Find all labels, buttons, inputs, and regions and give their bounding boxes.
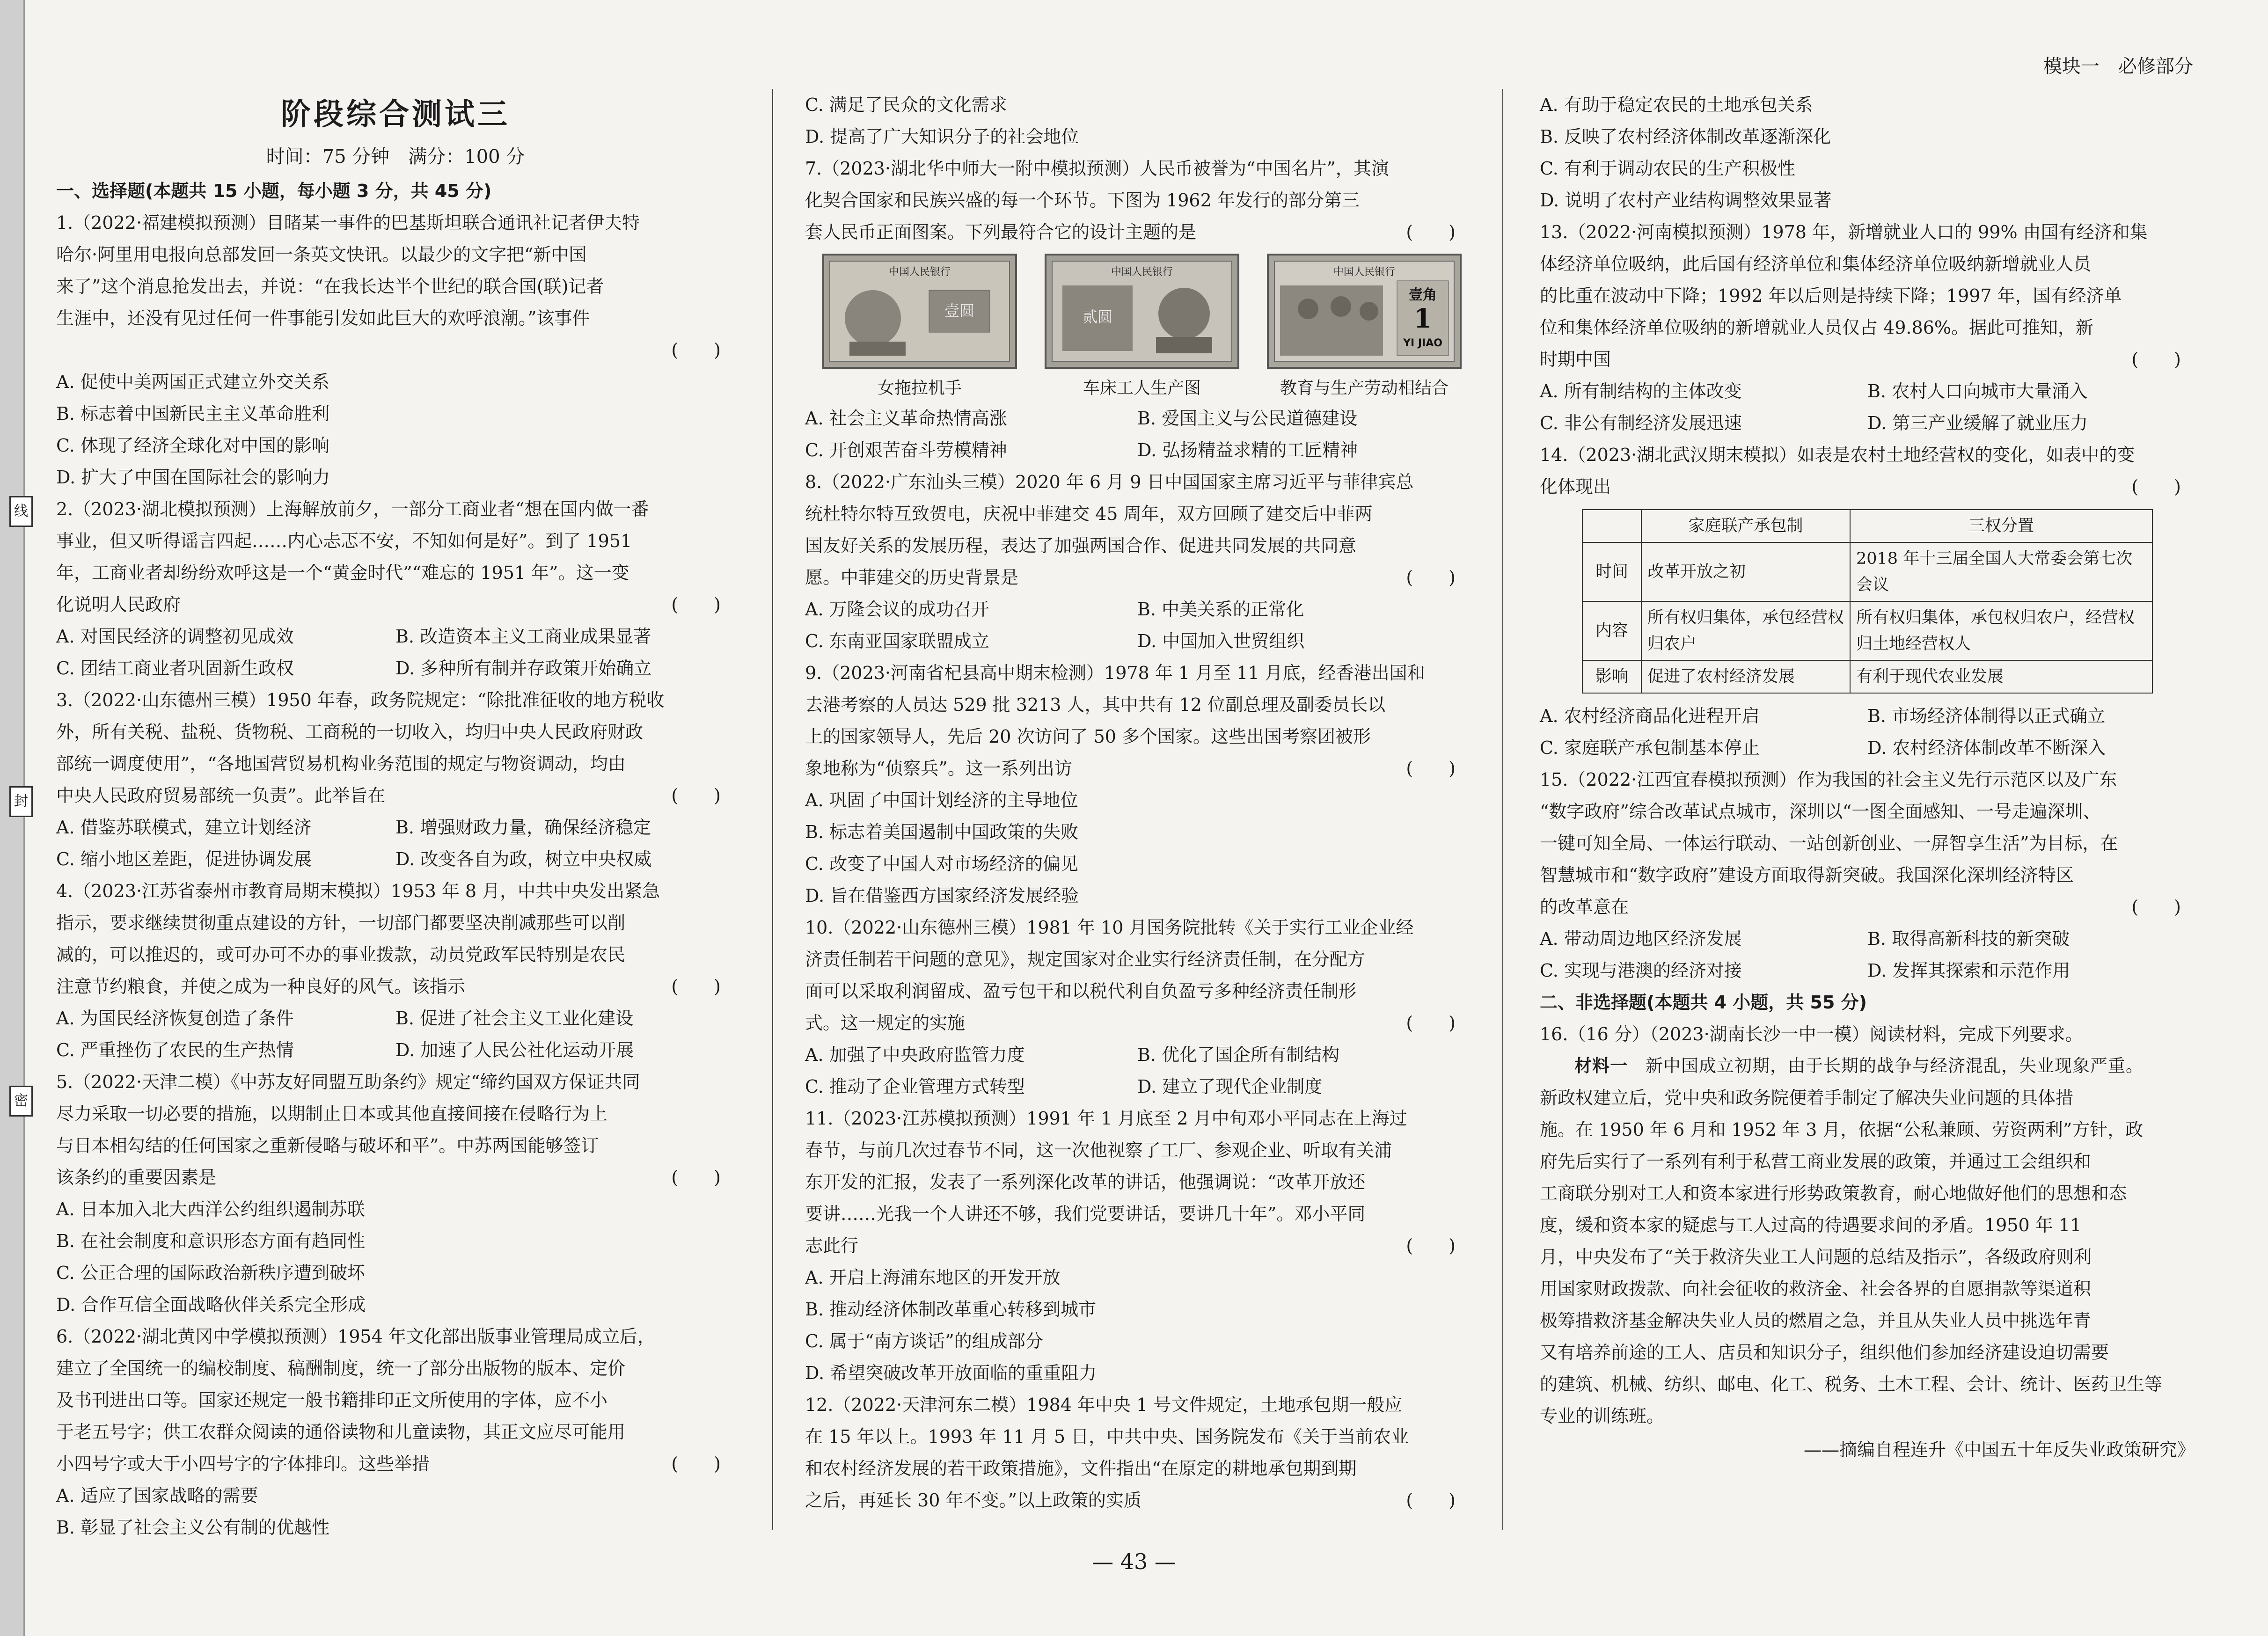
option-c[interactable]: C. 东南亚国家联盟成立 — [805, 631, 989, 651]
question-line: 于老五号字；供工农群众阅读的通俗读物和儿童读物，其正文应尽可能用 — [56, 1422, 626, 1442]
answer-paren[interactable]: ( ) — [671, 340, 721, 360]
question-11 — [805, 1103, 1470, 1389]
option-a[interactable]: A. 加强了中央政府监管力度 — [805, 1044, 1025, 1065]
answer-paren[interactable]: ( ) — [671, 594, 721, 615]
material-source: ——摘编自程连升《中国五十年反失业政策研究》 — [1803, 1439, 2195, 1460]
banknote-image — [821, 253, 1018, 370]
page-number: — 43 — — [1092, 1549, 1176, 1574]
question-line: 愿。中菲建交的历史背景是 — [805, 567, 1019, 588]
binding-strip — [0, 0, 25, 1636]
option-b[interactable]: B. 改造资本主义工商业成果显著 — [395, 626, 651, 647]
option-b[interactable]: B. 标志着美国遏制中国政策的失败 — [805, 822, 1079, 842]
question-line: 时期中国 — [1540, 349, 1611, 370]
question-line: 小四号字或大于小四号字的字体排印。这些举措 — [56, 1453, 430, 1474]
option-d[interactable]: D. 农村经济体制改革不断深入 — [1867, 738, 2106, 758]
question-12 — [805, 1389, 1470, 1516]
option-a[interactable]: A. 带动周边地区经济发展 — [1540, 928, 1742, 949]
exam-time-score: 时间：75 分钟 满分：100 分 — [266, 146, 525, 168]
question-line: 来了”这个消息抢发出去，并说：“在我长达半个世纪的联合国(联)记者 — [56, 276, 604, 297]
question-line: 14.（2023·湖北武汉期末模拟）如表是农村土地经营权的变化，如表中的变 — [1540, 445, 2135, 465]
land-rights-table — [1582, 509, 2153, 694]
question-line: “数字政府”综合改革试点城市，深圳以“一图全面感知、一号走遍深圳、 — [1540, 801, 2101, 822]
material-line: 施。在 1950 年 6 月和 1952 年 3 月，依据“公私兼顾、劳资两利”方针，政 — [1540, 1119, 2144, 1140]
option-b[interactable]: B. 推动经济体制改革重心转移到城市 — [805, 1299, 1097, 1320]
question-line: 11.（2023·江苏模拟预测）1991 年 1 月底至 2 月中旬邓小平同志在上海过 — [805, 1108, 1407, 1129]
column-1 — [56, 89, 735, 1543]
question-line: 一键可知全局、一体运行联动、一站创新创业、一屏智享生活”为目标，在 — [1540, 833, 2118, 854]
banknote-image — [1266, 253, 1463, 370]
option-a[interactable]: A. 巩固了中国计划经济的主导地位 — [805, 790, 1078, 811]
question-9 — [805, 657, 1470, 912]
question-line: 春节，与前几次过春节不同，这一次他视察了工厂、参观企业、听取有关浦 — [805, 1140, 1392, 1161]
banknote-1 — [824, 253, 1016, 402]
option-a[interactable]: A. 有助于稳定农民的土地承包关系 — [1540, 95, 1813, 115]
question-line: 10.（2022·山东德州三模）1981 年 10 月国务院批转《关于实行工业企业经 — [805, 917, 1414, 938]
question-line: 体经济单位吸纳，此后国有经济单位和集体经济单位吸纳新增就业人员 — [1540, 254, 2092, 274]
banknote-caption: 教育与生产劳动相结合 — [1280, 379, 1449, 398]
question-2 — [56, 493, 735, 684]
material-line: 工商联分别对工人和资本家进行形势政策教育，耐心地做好他们的思想和态 — [1540, 1183, 2127, 1204]
option-b[interactable]: B. 优化了国企所有制结构 — [1137, 1044, 1340, 1065]
question-line: 外，所有关税、盐税、货物税、工商税的一切收入，均归中央人民政府财政 — [56, 722, 644, 742]
option-a[interactable]: A. 社会主义革命热情高涨 — [805, 408, 1007, 429]
banknote-number: 1 — [1413, 303, 1432, 334]
option-d[interactable]: D. 发挥其探索和示范作用 — [1867, 960, 2070, 981]
answer-paren[interactable]: ( ) — [2131, 476, 2181, 497]
column-divider-2 — [1502, 89, 1503, 1530]
question-line: 5.（2022·天津二模）《中苏友好同盟互助条约》规定“缔约国双方保证共同 — [56, 1072, 640, 1092]
option-c[interactable]: C. 属于“南方谈话”的组成部分 — [805, 1331, 1043, 1351]
banknote-3 — [1268, 253, 1460, 402]
question-line: 与日本相勾结的任何国家之重新侵略与破坏和平”。中苏两国能够签订 — [56, 1135, 599, 1156]
answer-paren[interactable]: ( ) — [1406, 1235, 1456, 1256]
material-line: 月，中央发布了“关于救济失业工人问题的总结及指示”，各级政府则利 — [1540, 1247, 2092, 1267]
banknote-subtext: YI JIAO — [1403, 337, 1442, 349]
table-cell: 有利于现代农业发展 — [1850, 660, 2152, 693]
question-line: 7.（2023·湖北华中师大一附中模拟预测）人民币被誉为“中国名片”，其演 — [805, 158, 1389, 179]
option-d[interactable]: D. 中国加入世贸组织 — [1137, 631, 1305, 651]
option-c[interactable]: C. 满足了民众的文化需求 — [805, 95, 1007, 115]
option-c[interactable]: C. 实现与港澳的经济对接 — [1540, 960, 1742, 981]
table-cell: 改革开放之初 — [1641, 542, 1850, 601]
answer-paren[interactable]: ( ) — [671, 976, 721, 997]
question-line: 上的国家领导人，先后 20 次访问了 50 多个国家。这些出国考察团被形 — [805, 726, 1371, 747]
option-c[interactable]: C. 严重挫伤了农民的生产热情 — [56, 1040, 294, 1060]
option-a[interactable]: A. 适应了国家战略的需要 — [56, 1485, 258, 1506]
banknote-bank: 中国人民银行 — [1111, 266, 1173, 278]
question-line: 统杜特尔特互致贺电，庆祝中菲建交 45 周年，双方回顾了建交后中菲两 — [805, 504, 1373, 524]
option-b[interactable]: B. 反映了农村经济体制改革逐渐深化 — [1540, 126, 1831, 147]
binding-mark-xian: 线 — [9, 496, 33, 527]
option-a[interactable]: A. 所有制结构的主体改变 — [1540, 381, 1742, 402]
option-d[interactable]: D. 提高了广大知识分子的社会地位 — [805, 126, 1079, 147]
option-c[interactable]: C. 改变了中国人对市场经济的偏见 — [805, 854, 1078, 874]
option-a[interactable]: A. 日本加入北大西洋公约组织遏制苏联 — [56, 1199, 365, 1220]
question-line: 4.（2023·江苏省泰州市教育局期末模拟）1953 年 8 月，中共中央发出紧急 — [56, 881, 660, 901]
option-a[interactable]: A. 为国民经济恢复创造了条件 — [56, 1008, 294, 1029]
banknote-denomination: 壹角 — [1409, 287, 1437, 303]
option-c[interactable]: C. 缩小地区差距，促进协调发展 — [56, 849, 312, 869]
question-line: 15.（2022·江西宜春模拟预测）作为我国的社会主义先行示范区以及广东 — [1540, 769, 2117, 790]
option-b[interactable]: B. 促进了社会主义工业化建设 — [395, 1008, 634, 1029]
option-c[interactable]: C. 家庭联产承包制基本停止 — [1540, 738, 1760, 758]
option-a[interactable]: A. 农村经济商品化进程开启 — [1540, 706, 1760, 726]
section-1-heading: 一、选择题(本题共 15 小题，每小题 3 分，共 45 分) — [56, 181, 492, 201]
answer-paren[interactable]: ( ) — [671, 1167, 721, 1188]
question-line: 及书刊进出口等。国家还规定一般书籍排印正文所使用的字体，应不小 — [56, 1390, 608, 1410]
banknote-images — [805, 248, 1470, 402]
question-line: 尽力采取一切必要的措施，以期制止日本或其他直接间接在侵略行为上 — [56, 1103, 608, 1124]
question-line: 象地称为“侦察兵”。这一系列出访 — [805, 758, 1072, 779]
page-title: 阶段综合测试三 — [281, 97, 510, 132]
table-cell: 所有权归集体，承包经营权归农户 — [1641, 601, 1850, 660]
question-line: 化契合国家和民族兴盛的每一个环节。下图为 1962 年发行的部分第三 — [805, 190, 1360, 211]
table-header-row — [1582, 510, 2152, 542]
table-header-cell: 家庭联产承包制 — [1641, 510, 1850, 542]
material-line: 的建筑、机械、纺织、邮电、化工、税务、土木工程、会计、统计、医药卫生等 — [1540, 1374, 2163, 1395]
question-line: 去港考察的人员达 529 批 3213 人，其中共有 12 位副总理及副委员长以 — [805, 694, 1386, 715]
question-line: 建立了全国统一的编校制度、稿酬制度，统一了部分出版物的版本、定价 — [56, 1358, 626, 1379]
option-a[interactable]: A. 借鉴苏联模式，建立计划经济 — [56, 817, 312, 838]
question-line: 和农村经济发展的若干政策措施》，文件指出“在原定的耕地承包期到期 — [805, 1458, 1357, 1479]
question-line: 的比重在波动中下降；1992 年以后则是持续下降；1997 年，国有经济单 — [1540, 285, 2122, 306]
option-d[interactable]: D. 多种所有制并存政策开始确立 — [395, 658, 652, 679]
question-line: 1.（2022·福建模拟预测）目睹某一事件的巴基斯坦联合通讯社记者伊夫特 — [56, 212, 640, 233]
question-line: 减的，可以推迟的，或可办可不办的事业拨款，动员党政军民特别是农民 — [56, 944, 626, 965]
table-cell: 2018 年十三届全国人大常委会第七次会议 — [1850, 542, 2152, 601]
option-d[interactable]: D. 扩大了中国在国际社会的影响力 — [56, 467, 330, 488]
option-d[interactable]: D. 合作互信全面战略伙伴关系完全形成 — [56, 1294, 366, 1315]
question-line: 哈尔·阿里用电报向总部发回一条英文快讯。以最少的文字把“新中国 — [56, 244, 587, 265]
question-4 — [56, 875, 735, 1066]
material-line: 新政权建立后，党中央和政务院便着手制定了解决失业问题的具体措 — [1540, 1088, 2074, 1108]
material-label: 材料一 — [1574, 1056, 1628, 1076]
material-line: 专业的训练班。 — [1540, 1406, 1665, 1426]
binding-mark-mi: 密 — [9, 1086, 33, 1117]
banknote-caption: 女拖拉机手 — [877, 379, 962, 398]
section-2-heading: 二、非选择题(本题共 4 小题，共 55 分) — [1540, 992, 1867, 1013]
question-13 — [1540, 216, 2195, 439]
column-2 — [805, 89, 1470, 1516]
option-d[interactable]: D. 第三产业缓解了就业压力 — [1867, 413, 2088, 433]
answer-paren[interactable]: ( ) — [1406, 1490, 1456, 1511]
option-c[interactable]: C. 公正合理的国际政治新秩序遭到破坏 — [56, 1263, 365, 1283]
table-row — [1582, 660, 2152, 693]
question-line: 指示，要求继续贯彻重点建设的方针，一切部门都要坚决削减那些可以削 — [56, 913, 626, 933]
column-divider-1 — [772, 89, 773, 1530]
table-cell: 促进了农村经济发展 — [1641, 660, 1850, 693]
question-line: 在 15 年以上。1993 年 11 月 5 日，中共中央、国务院发布《关于当前农业 — [805, 1426, 1409, 1447]
banknote-caption: 车床工人生产图 — [1083, 379, 1201, 398]
question-6 — [56, 1321, 735, 1543]
question-line: 的改革意在 — [1540, 897, 1629, 917]
question-line: 中央人民政府贸易部统一负责”。此举旨在 — [56, 785, 386, 806]
option-d[interactable]: D. 说明了农村产业结构调整效果显著 — [1540, 190, 1832, 211]
question-line: 2.（2023·湖北模拟预测）上海解放前夕，一部分工商业者“想在国内做一番 — [56, 499, 649, 519]
material-line: 度，缓和资本家的疑虑与工人过高的待遇要求间的矛盾。1950 年 11 — [1540, 1215, 2082, 1235]
option-a[interactable]: A. 促使中美两国正式建立外交关系 — [56, 372, 329, 392]
option-b[interactable]: B. 在社会制度和意识形态方面有趋同性 — [56, 1231, 366, 1251]
column-3 — [1540, 89, 2195, 1466]
material-line: 又有培养前途的工人、店员和知识分子，组织他们参加经济建设迫切需要 — [1540, 1342, 2109, 1363]
banknote-2 — [1046, 253, 1238, 402]
option-d[interactable]: D. 改变各自为政，树立中央权威 — [395, 849, 652, 869]
banknote-denomination: 壹圆 — [944, 302, 975, 320]
option-b[interactable]: B. 农村人口向城市大量涌入 — [1867, 381, 2088, 402]
option-d[interactable]: D. 旨在借鉴西方国家经济发展经验 — [805, 885, 1079, 906]
question-line: 之后，再延长 30 年不变。”以上政策的实质 — [805, 1490, 1141, 1511]
material-line: 极筹措救济基金解决失业人员的燃眉之急，并且从失业人员中挑选年青 — [1540, 1310, 2092, 1331]
option-c[interactable]: C. 有利于调动农民的生产积极性 — [1540, 158, 1795, 179]
question-line: 智慧城市和“数字政府”建设方面取得新突破。我国深化深圳经济特区 — [1540, 865, 2074, 885]
question-line: 套人民币正面图案。下列最符合它的设计主题的是 — [805, 222, 1197, 242]
question-line: 9.（2023·河南省杞县高中期末检测）1978 年 1 月至 11 月底，经香港出国和 — [805, 663, 1425, 683]
option-b[interactable]: B. 市场经济体制得以正式确立 — [1867, 706, 2106, 726]
material-line: 府先后实行了一系列有利于私营工商业发展的政策，并通过工会组织和 — [1540, 1151, 2092, 1172]
table-cell: 时间 — [1582, 542, 1641, 601]
answer-paren[interactable]: ( ) — [671, 1453, 721, 1474]
answer-paren[interactable]: ( ) — [1406, 758, 1456, 779]
question-10 — [805, 912, 1470, 1103]
question-14 — [1540, 439, 2195, 764]
question-1 — [56, 207, 735, 493]
option-b[interactable]: B. 中美关系的正常化 — [1137, 599, 1304, 620]
question-16-stem: 16.（16 分）（2023·湖南长沙一中一模）阅读材料，完成下列要求。 — [1540, 1024, 2083, 1044]
question-line: 化体现出 — [1540, 476, 1611, 497]
option-b[interactable]: B. 增强财政力量，确保经济稳定 — [395, 817, 651, 838]
question-line: 部统一调度使用”，“各地国营贸易机构业务范围的规定与物资调动，均由 — [56, 753, 626, 774]
option-a[interactable]: A. 对国民经济的调整初见成效 — [56, 626, 294, 647]
table-cell: 内容 — [1582, 601, 1641, 660]
material-line: 新中国成立初期，由于长期的战争与经济混乱，失业现象严重。 — [1646, 1056, 2144, 1076]
banknote-image — [1044, 253, 1240, 370]
banknote-bank: 中国人民银行 — [1333, 266, 1396, 278]
question-line: 该条约的重要因素是 — [56, 1167, 217, 1188]
banknote-denomination: 贰圆 — [1082, 308, 1113, 326]
option-c[interactable]: C. 团结工商业者巩固新生政权 — [56, 658, 294, 679]
question-line: 13.（2022·河南模拟预测）1978 年，新增就业人口的 99% 由国有经济和集 — [1540, 222, 2148, 242]
answer-paren[interactable]: ( ) — [1406, 222, 1456, 242]
question-line: 注意节约粮食，并使之成为一种良好的风气。该指示 — [56, 976, 466, 997]
question-line: 志此行 — [805, 1235, 859, 1256]
question-line: 年，工商业者却纷纷欢呼这是一个“黄金时代”“难忘的 1951 年”。这一变 — [56, 562, 629, 583]
option-b[interactable]: B. 取得高新科技的新突破 — [1867, 928, 2070, 949]
option-c[interactable]: C. 非公有制经济发展迅速 — [1540, 413, 1742, 433]
question-line: 化说明人民政府 — [56, 594, 181, 615]
option-a[interactable]: A. 万隆会议的成功召开 — [805, 599, 989, 620]
question-line: 事业，但又听得谣言四起……内心忐忑不安，不知如何是好”。到了 1951 — [56, 531, 632, 551]
option-d[interactable]: D. 弘扬精益求精的工匠精神 — [1137, 440, 1358, 460]
question-5 — [56, 1066, 735, 1321]
option-b[interactable]: B. 标志着中国新民主主义革命胜利 — [56, 403, 330, 424]
option-b[interactable]: B. 爱国主义与公民道德建设 — [1137, 408, 1358, 429]
option-c[interactable]: C. 推动了企业管理方式转型 — [805, 1076, 1025, 1097]
option-c[interactable]: C. 体现了经济全球化对中国的影响 — [56, 435, 329, 456]
question-line: 济责任制若干问题的意见》，规定国家对企业实行经济责任制，在分配方 — [805, 949, 1366, 970]
table-cell: 所有权归集体，承包权归农户，经营权归土地经营权人 — [1850, 601, 2152, 660]
question-3 — [56, 684, 735, 875]
option-d[interactable]: D. 加速了人民公社化运动开展 — [395, 1040, 634, 1060]
question-7 — [805, 153, 1470, 466]
question-line: 面可以采取利润留成、盈亏包干和以税代利自负盈亏多种经济责任制形 — [805, 981, 1357, 1001]
question-line: 位和集体经济单位吸纳的新增就业人员仅占 49.86%。据此可推知，新 — [1540, 317, 2093, 338]
option-d[interactable]: D. 建立了现代企业制度 — [1137, 1076, 1323, 1097]
table-header-cell: 三权分置 — [1850, 510, 2152, 542]
table-row — [1582, 601, 2152, 660]
question-line: 要讲……光我一个人讲还不够，我们党要讲话，要讲几十年”。邓小平同 — [805, 1204, 1366, 1224]
question-line: 8.（2022·广东汕头三模）2020 年 6 月 9 日中国国家主席习近平与菲律宾总 — [805, 472, 1414, 492]
material-first-line — [1540, 1050, 2195, 1082]
question-line: 3.（2022·山东德州三模）1950 年春，政务院规定：“除批准征收的地方税收 — [56, 690, 665, 710]
question-line: 东开发的汇报，发表了一系列深化改革的讲话，他强调说：“改革开放还 — [805, 1172, 1366, 1192]
question-line: 12.（2022·天津河东二模）1984 年中央 1 号文件规定，土地承包期一般应 — [805, 1395, 1403, 1415]
answer-paren[interactable]: ( ) — [2131, 349, 2181, 370]
answer-paren[interactable]: ( ) — [671, 785, 721, 806]
question-line: 国友好关系的发展历程，表达了加强两国合作、促进共同发展的共同意 — [805, 535, 1357, 556]
option-b[interactable]: B. 彰显了社会主义公有制的优越性 — [56, 1517, 330, 1538]
option-c[interactable]: C. 开创艰苦奋斗劳模精神 — [805, 440, 1007, 460]
banknote-bank: 中国人民银行 — [888, 266, 951, 278]
question-8 — [805, 466, 1470, 657]
table-header-cell — [1582, 510, 1641, 542]
answer-paren[interactable]: ( ) — [1406, 567, 1456, 588]
question-16 — [1540, 1018, 2195, 1466]
answer-paren[interactable]: ( ) — [2131, 897, 2181, 917]
page-header: 模块一 必修部分 — [2043, 56, 2193, 77]
question-line: 6.（2022·湖北黄冈中学模拟预测）1954 年文化部出版事业管理局成立后， — [56, 1326, 655, 1347]
table-row — [1582, 542, 2152, 601]
option-d[interactable]: D. 希望突破改革开放面临的重重阻力 — [805, 1363, 1097, 1383]
answer-paren[interactable]: ( ) — [1406, 1013, 1456, 1033]
question-15 — [1540, 764, 2195, 986]
question-line: 式。这一规定的实施 — [805, 1013, 966, 1033]
table-cell: 影响 — [1582, 660, 1641, 693]
option-a[interactable]: A. 开启上海浦东地区的开发开放 — [805, 1267, 1061, 1288]
question-line: 生涯中，还没有见过任何一件事能引发如此巨大的欢呼浪潮。”该事件 — [56, 308, 590, 329]
material-line: 用国家财政拨款、向社会征收的救济金、社会各界的自愿捐款等渠道积 — [1540, 1278, 2092, 1299]
binding-mark-feng: 封 — [9, 786, 33, 817]
